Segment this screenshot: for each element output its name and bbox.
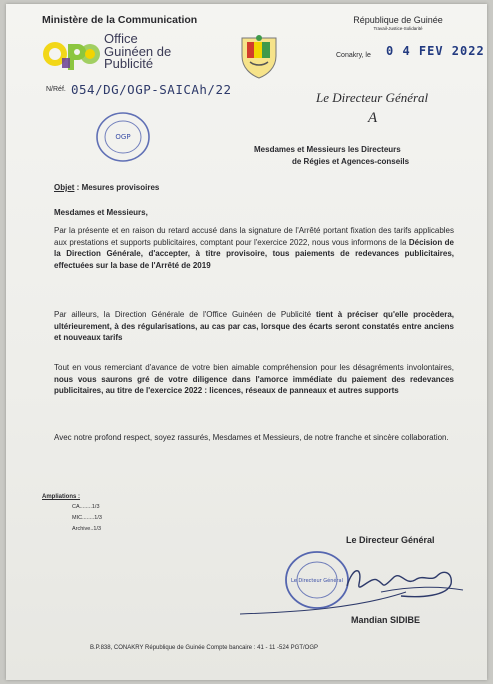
addressee-line-2: de Régies et Agences-conseils bbox=[292, 157, 410, 166]
director-heading: Le Directeur Général bbox=[316, 90, 429, 105]
paragraph-3-bold: nous vous saurons gré de votre diligence dans l'amorce immédiate du paiement des redevances publicitaires, au titre de l'exercice 2022 : licences, réseaux de panneaux et autres supports bbox=[54, 374, 454, 396]
national-motto: Travail-Justice-Solidarité bbox=[373, 26, 423, 31]
paragraph-1-text: Par la présente et en raison du retard accusé dans la signature de l'Arrêté portant fixation des tarifs applicables aux prestations et supports publicitaires, comptant pour l'exercice 2022, nous vous informons de la bbox=[54, 226, 454, 247]
handwritten-date: 0 4 FEV 2022 bbox=[386, 44, 485, 58]
paragraph-1-bold: Décision de la Direction Générale, d'accepter, à titre provisoire, tous paiements de redevances publicitaires, effectuées sur la base de l'Arrêté de 2019 bbox=[54, 237, 455, 270]
signatory-title: Le Directeur Général bbox=[346, 535, 435, 545]
ogp-logo bbox=[40, 34, 106, 74]
handwritten-reference: 054/DG/OGP-SAICAh/22 bbox=[71, 82, 232, 97]
signatory-name: Mandian SIDIBE bbox=[351, 615, 421, 625]
reference-label: N/Réf. bbox=[46, 86, 66, 93]
salutation: Mesdames et Messieurs, bbox=[54, 208, 148, 217]
director-stamp-text: Le Directeur Général bbox=[291, 578, 343, 584]
ampliation-item: CA........1/3 bbox=[72, 504, 100, 510]
paragraph-3 bbox=[54, 362, 454, 397]
republic-heading bbox=[343, 15, 453, 31]
paragraph-1 bbox=[54, 225, 454, 271]
office-line-2: Guinéen de bbox=[104, 43, 172, 59]
ampliations-title: Ampliations : bbox=[42, 494, 81, 500]
subject-label: Objet bbox=[54, 183, 75, 192]
national-crest-icon bbox=[238, 32, 280, 80]
addressee-line-1: Mesdames et Messieurs les Directeurs bbox=[254, 145, 401, 154]
office-name bbox=[104, 33, 171, 71]
ampliation-item: Archive..1/3 bbox=[72, 526, 102, 532]
subject-line bbox=[54, 183, 159, 192]
subject-text: : Mesures provisoires bbox=[74, 183, 160, 192]
handwritten-signature-icon bbox=[341, 556, 467, 604]
office-line-1: Office bbox=[104, 31, 138, 46]
paragraph-2-text: Par ailleurs, la Direction Générale de l'Office Guinéen de Publicité bbox=[54, 310, 317, 319]
paragraph-2-bold: tient à préciser qu'elle procèdera, ultérieurement, à des régularisations, au cas par cas, lorsque des écarts seront constatés entre anciens et nouveaux tarifs bbox=[54, 310, 454, 343]
republic-name: République de Guinée bbox=[353, 15, 443, 25]
addressee-block bbox=[254, 144, 409, 168]
paragraph-3-text: Tout en vous remerciant d'avance de votre bien aimable compréhension pour les désagréments involontaires, bbox=[54, 363, 454, 372]
paragraph-2 bbox=[54, 309, 454, 344]
svg-text:OGP: OGP bbox=[115, 133, 131, 141]
paragraph-4: Avec notre profond respect, soyez rassurés, Mesdames et Messieurs, de notre franche et sincère collaboration. bbox=[54, 433, 449, 442]
initial-mark: A bbox=[368, 110, 378, 126]
letter-page bbox=[6, 4, 487, 680]
ampliation-item: MIC........1/3 bbox=[72, 515, 102, 521]
place-label: Conakry, le bbox=[336, 52, 371, 59]
ministry-name: Ministère de la Communication bbox=[42, 14, 198, 26]
office-stamp-icon bbox=[94, 110, 152, 164]
letter-footer: B.P.838, CONAKRY République de Guinée Compte bancaire : 41 - 11 -524 PGT/OGP bbox=[90, 645, 319, 651]
office-line-3: Publicité bbox=[104, 56, 154, 71]
